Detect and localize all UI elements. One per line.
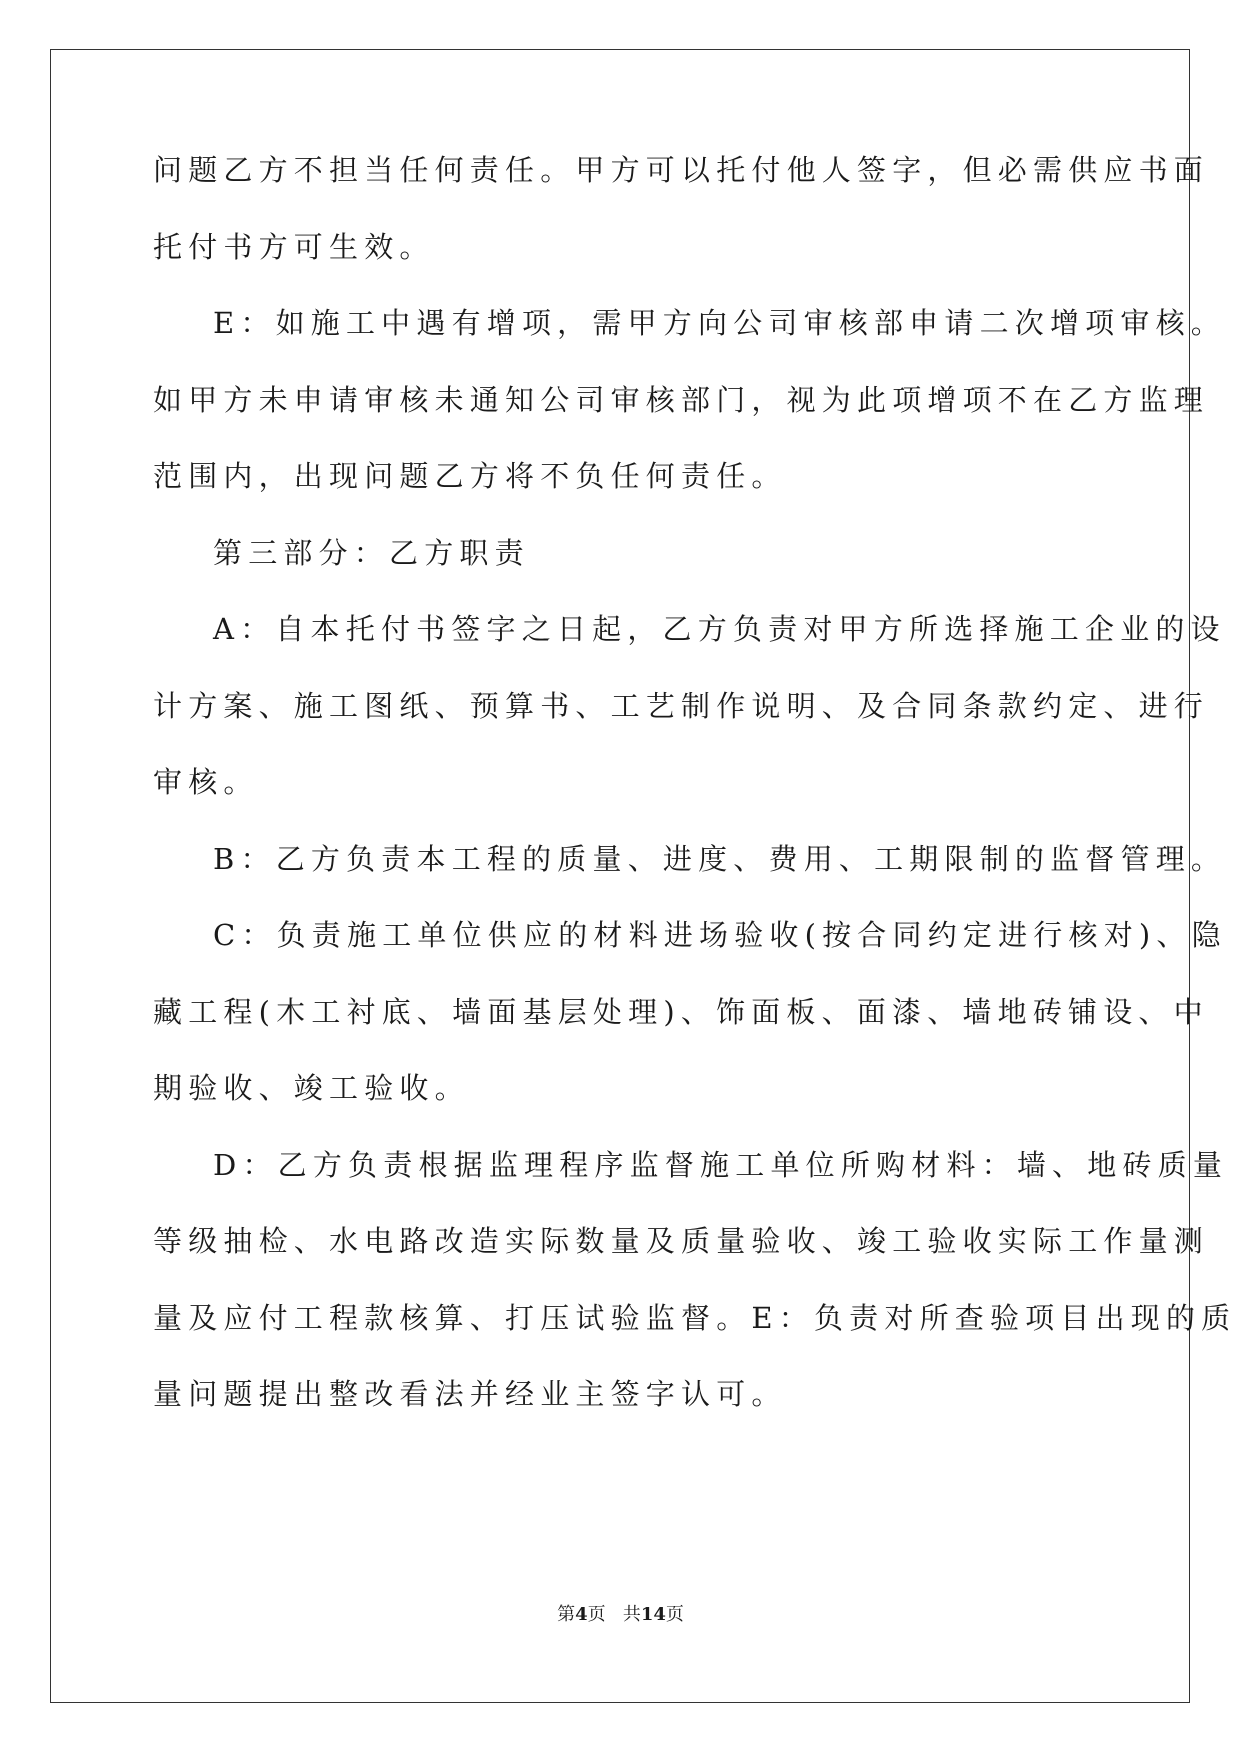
paragraph-line: 计方案、施工图纸、预算书、工艺制作说明、及合同条款约定、进行 (153, 689, 1210, 723)
section-heading: 第三部分：乙方职责 (213, 536, 530, 570)
total-prefix: 共 (622, 1604, 641, 1625)
page-footer (0, 1600, 1241, 1626)
paragraph-line: 藏工程(木工衬底、墙面基层处理)、饰面板、面漆、墙地砖铺设、中 (153, 995, 1209, 1029)
paragraph-line: 范围内，出现问题乙方将不负任何责任。 (153, 459, 787, 493)
paragraph-line: E：如施工中遇有增项，需甲方向公司审核部申请二次增项审核。 (213, 306, 1226, 340)
paragraph-line: A：自本托付书签字之日起，乙方负责对甲方所选择施工企业的设 (213, 612, 1226, 646)
total-pages: 14 (640, 1604, 666, 1625)
paragraph-line: 量及应付工程款核算、打压试验监督。E：负责对所查验项目出现的质 (153, 1301, 1237, 1335)
paragraph-line: 问题乙方不担当任何责任。甲方可以托付他人签字，但必需供应书面 (153, 153, 1210, 187)
paragraph-line: 如甲方未申请审核未通知公司审核部门，视为此项增项不在乙方监理 (153, 383, 1210, 417)
paragraph-line: 等级抽检、水电路改造实际数量及质量验收、竣工验收实际工作量测 (153, 1224, 1210, 1258)
paragraph-line: 量问题提出整改看法并经业主签字认可。 (153, 1377, 787, 1411)
paragraph-line: 期验收、竣工验收。 (153, 1071, 470, 1105)
page-number: 4 (575, 1604, 588, 1625)
paragraph-line: C：负责施工单位供应的材料进场验收(按合同约定进行核对)、隐 (213, 918, 1227, 952)
total-suffix: 页 (665, 1604, 684, 1625)
page-prefix: 第 (557, 1604, 576, 1625)
page-suffix: 页 (587, 1604, 606, 1625)
paragraph-line: B：乙方负责本工程的质量、进度、费用、工期限制的监督管理。 (213, 842, 1227, 876)
paragraph-line: 托付书方可生效。 (153, 230, 435, 264)
paragraph-line: 审核。 (153, 765, 259, 799)
paragraph-line: D：乙方负责根据监理程序监督施工单位所购材料：墙、地砖质量 (213, 1148, 1229, 1182)
